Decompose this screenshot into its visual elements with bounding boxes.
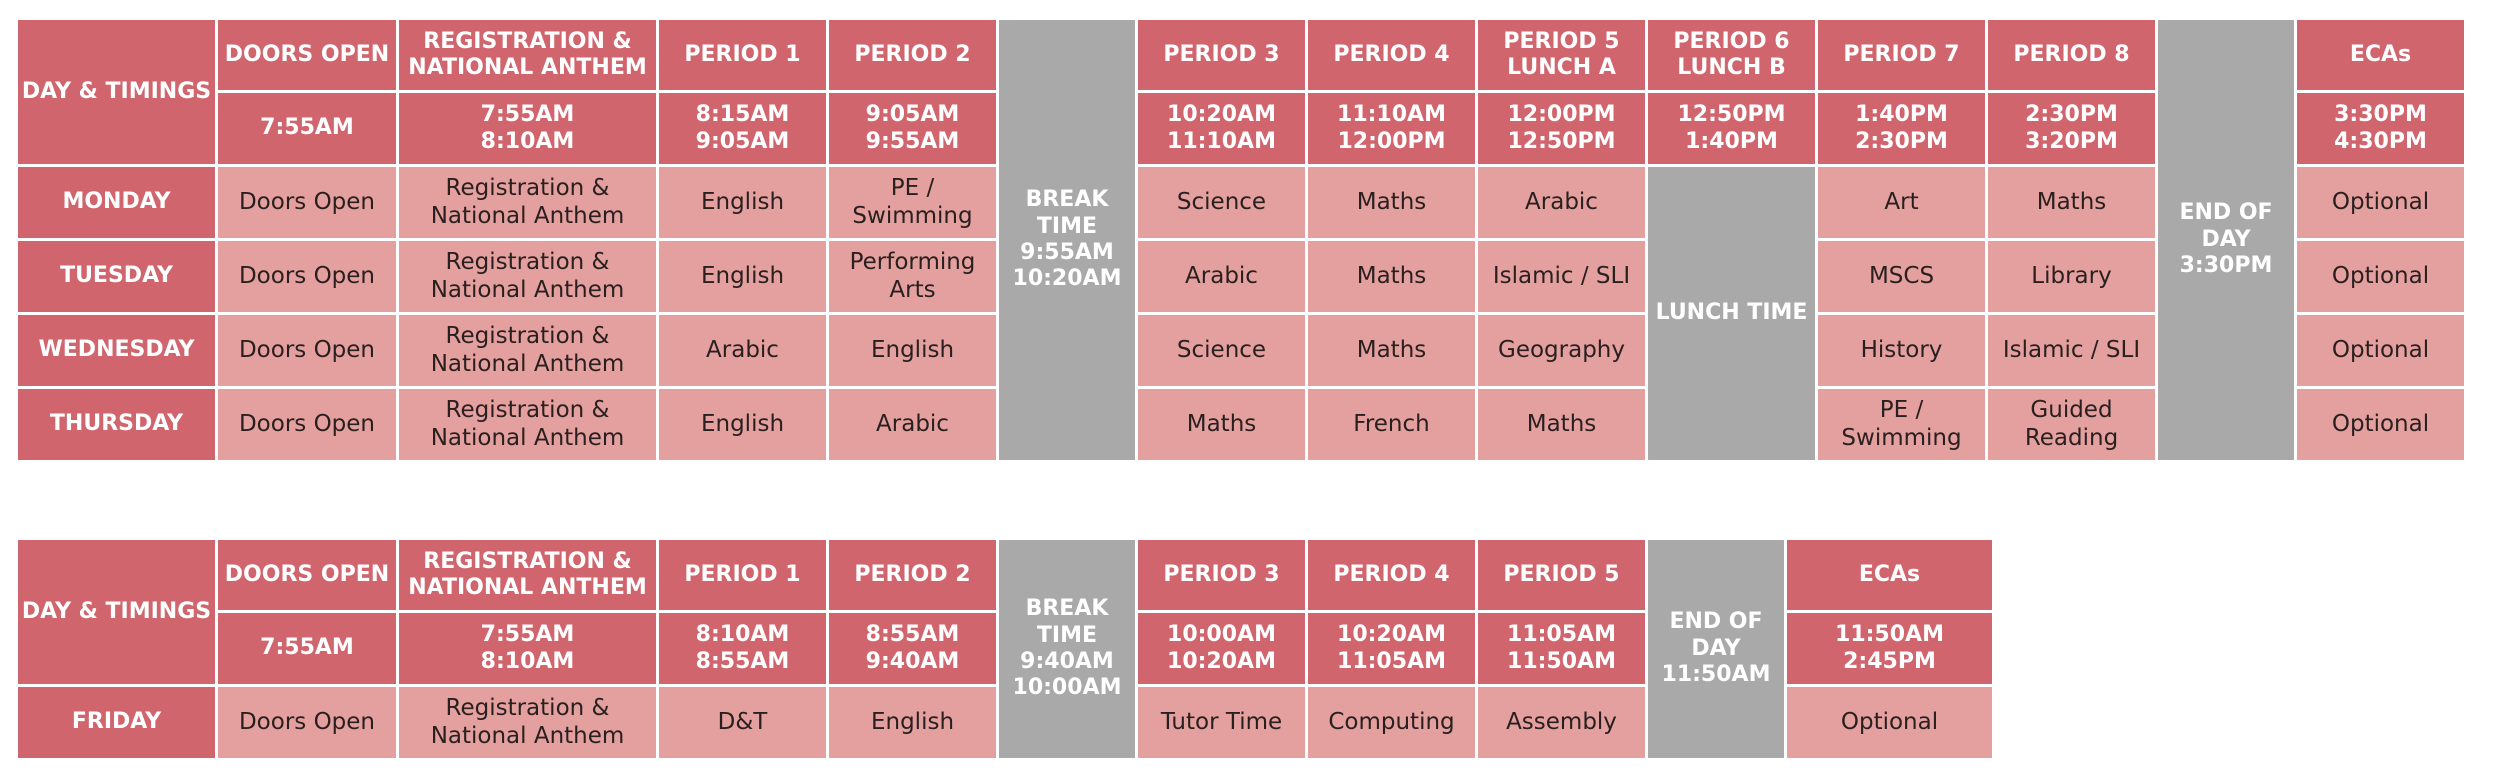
lesson-cell: Library [1988, 241, 2155, 312]
lesson-cell: French [1308, 389, 1475, 460]
registration-time: 7:55AM 8:10AM [399, 613, 656, 684]
period-1-time: 8:10AM 8:55AM [659, 613, 826, 684]
lesson-cell: Science [1138, 315, 1305, 386]
doors-open-time: 7:55AM [218, 93, 396, 164]
period-4-header: PERIOD 4 [1308, 20, 1475, 90]
period-1-header: PERIOD 1 [659, 540, 826, 610]
ecas-time: 11:50AM 2:45PM [1787, 613, 1992, 684]
lesson-cell: Performing Arts [829, 241, 996, 312]
lesson-cell: English [829, 687, 996, 758]
lesson-cell: Doors Open [218, 315, 396, 386]
period-8-header: PERIOD 8 [1988, 20, 2155, 90]
end-of-day-block: END OF DAY 11:50AM [1648, 540, 1784, 758]
lesson-cell: Maths [1308, 241, 1475, 312]
lesson-cell: Optional [2297, 389, 2464, 460]
lesson-cell: Arabic [1478, 167, 1645, 238]
lesson-cell: Maths [1478, 389, 1645, 460]
doors-open-time: 7:55AM [218, 613, 396, 684]
ecas-header: ECAs [1787, 540, 1992, 610]
day-timings-header: DAY & TIMINGS [18, 540, 215, 684]
lesson-cell: Doors Open [218, 687, 396, 758]
break-time-block: BREAK TIME 9:55AM 10:20AM [999, 20, 1135, 460]
lesson-cell: Science [1138, 167, 1305, 238]
registration-header: REGISTRATION & NATIONAL ANTHEM [399, 540, 656, 610]
registration-time: 7:55AM 8:10AM [399, 93, 656, 164]
day-label: THURSDAY [18, 389, 215, 460]
registration-header: REGISTRATION & NATIONAL ANTHEM [399, 20, 656, 90]
period-5-time: 11:05AM 11:50AM [1478, 613, 1645, 684]
lesson-cell: Maths [1308, 167, 1475, 238]
lesson-cell: Optional [2297, 241, 2464, 312]
period-2-header: PERIOD 2 [829, 20, 996, 90]
lesson-cell: D&T [659, 687, 826, 758]
lesson-cell: Optional [2297, 315, 2464, 386]
period-3-time: 10:20AM 11:10AM [1138, 93, 1305, 164]
period-4-time: 11:10AM 12:00PM [1308, 93, 1475, 164]
break-time-block: BREAK TIME 9:40AM 10:00AM [999, 540, 1135, 758]
lesson-cell: Islamic / SLI [1478, 241, 1645, 312]
day-label: TUESDAY [18, 241, 215, 312]
period-4-header: PERIOD 4 [1308, 540, 1475, 610]
lesson-cell: Maths [1138, 389, 1305, 460]
lesson-cell: Registration & National Anthem [399, 241, 656, 312]
lunch-time-block: LUNCH TIME [1648, 167, 1815, 460]
period-2-time: 8:55AM 9:40AM [829, 613, 996, 684]
lesson-cell: Maths [1988, 167, 2155, 238]
lesson-cell: Registration & National Anthem [399, 167, 656, 238]
lesson-cell: Registration & National Anthem [399, 687, 656, 758]
lesson-cell: Arabic [1138, 241, 1305, 312]
doors-open-header: DOORS OPEN [218, 540, 396, 610]
lesson-cell: Registration & National Anthem [399, 389, 656, 460]
lesson-cell: English [659, 389, 826, 460]
lesson-cell: Tutor Time [1138, 687, 1305, 758]
lesson-cell: Geography [1478, 315, 1645, 386]
period-3-time: 10:00AM 10:20AM [1138, 613, 1305, 684]
lesson-cell: Computing [1308, 687, 1475, 758]
lesson-cell: Optional [2297, 167, 2464, 238]
ecas-header: ECAs [2297, 20, 2464, 90]
timetable-mon-thu [18, 20, 2464, 460]
day-label: MONDAY [18, 167, 215, 238]
lesson-cell: Islamic / SLI [1988, 315, 2155, 386]
period-3-header: PERIOD 3 [1138, 20, 1305, 90]
lesson-cell: PE / Swimming [829, 167, 996, 238]
period-1-time: 8:15AM 9:05AM [659, 93, 826, 164]
period-2-header: PERIOD 2 [829, 540, 996, 610]
lesson-cell: Art [1818, 167, 1985, 238]
day-label: WEDNESDAY [18, 315, 215, 386]
lesson-cell: Doors Open [218, 389, 396, 460]
day-timings-header: DAY & TIMINGS [18, 20, 215, 164]
lesson-cell: Doors Open [218, 167, 396, 238]
period-5-header: PERIOD 5 [1478, 540, 1645, 610]
ecas-time: 3:30PM 4:30PM [2297, 93, 2464, 164]
period-6-time: 12:50PM 1:40PM [1648, 93, 1815, 164]
lesson-cell: Registration & National Anthem [399, 315, 656, 386]
lesson-cell: History [1818, 315, 1985, 386]
period-5-header: PERIOD 5 LUNCH A [1478, 20, 1645, 90]
lesson-cell: Arabic [659, 315, 826, 386]
period-6-header: PERIOD 6 LUNCH B [1648, 20, 1815, 90]
lesson-cell: Arabic [829, 389, 996, 460]
lesson-cell: Maths [1308, 315, 1475, 386]
timetable-friday [18, 540, 1992, 758]
period-7-time: 1:40PM 2:30PM [1818, 93, 1985, 164]
lesson-cell: Optional [1787, 687, 1992, 758]
lesson-cell: Doors Open [218, 241, 396, 312]
period-8-time: 2:30PM 3:20PM [1988, 93, 2155, 164]
day-label: FRIDAY [18, 687, 215, 758]
end-of-day-block: END OF DAY 3:30PM [2158, 20, 2294, 460]
lesson-cell: Assembly [1478, 687, 1645, 758]
period-5-time: 12:00PM 12:50PM [1478, 93, 1645, 164]
lesson-cell: English [659, 167, 826, 238]
lesson-cell: MSCS [1818, 241, 1985, 312]
lesson-cell: English [829, 315, 996, 386]
lesson-cell: Guided Reading [1988, 389, 2155, 460]
doors-open-header: DOORS OPEN [218, 20, 396, 90]
lesson-cell: English [659, 241, 826, 312]
period-1-header: PERIOD 1 [659, 20, 826, 90]
lesson-cell: PE / Swimming [1818, 389, 1985, 460]
period-2-time: 9:05AM 9:55AM [829, 93, 996, 164]
period-3-header: PERIOD 3 [1138, 540, 1305, 610]
period-4-time: 10:20AM 11:05AM [1308, 613, 1475, 684]
period-7-header: PERIOD 7 [1818, 20, 1985, 90]
